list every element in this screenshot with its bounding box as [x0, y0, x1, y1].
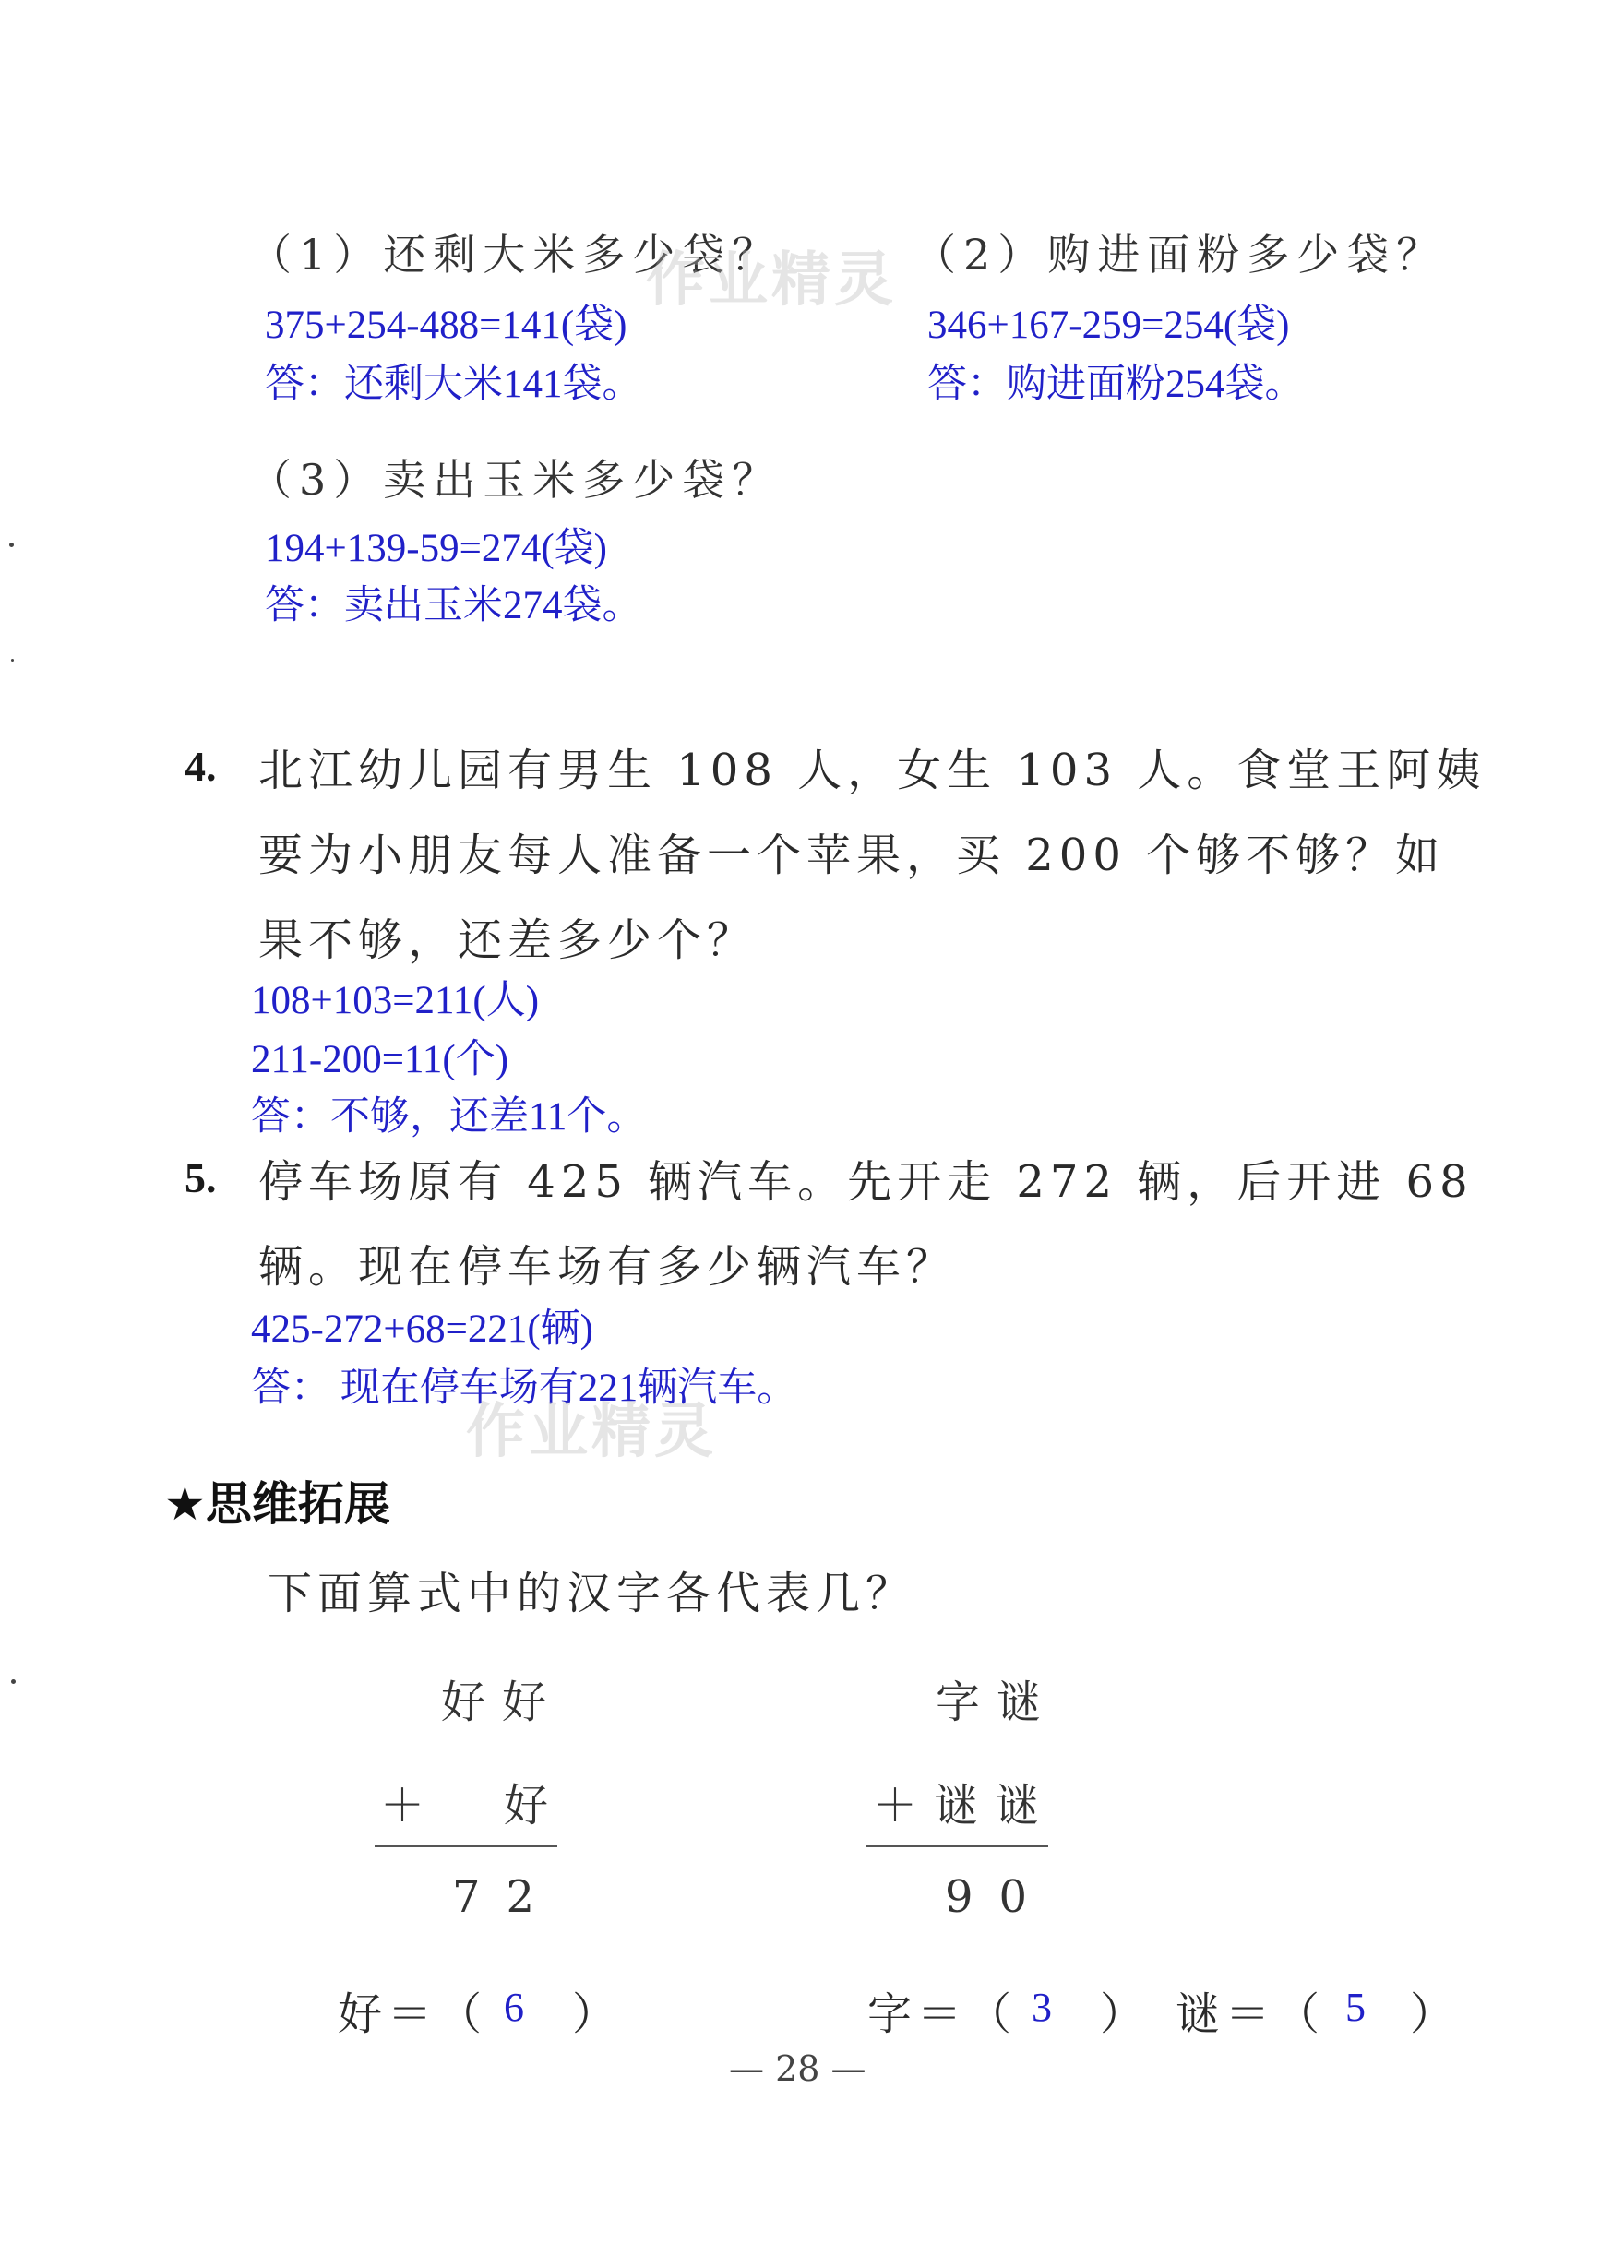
- problem-4-number: 4.: [185, 743, 217, 790]
- sub-question-2: （2）购进面粉多少袋？: [914, 230, 1447, 280]
- watermark: 作业精灵: [466, 1398, 717, 1466]
- problem-4-line-2: 要为小朋友每人准备一个苹果，买 200 个够不够？如: [258, 830, 1446, 881]
- scan-dot: [9, 543, 14, 547]
- problem-5-answer: 答： 现在停车场有221辆汽车。: [251, 1367, 797, 1410]
- sub-question-3-answer: 答：卖出玉米274袋。: [265, 584, 642, 627]
- page-number: — 28 —: [729, 2048, 866, 2089]
- sub-question-2-formula: 346+167-259=254(袋): [927, 304, 1290, 347]
- puzzle-1-addend: 好: [504, 1780, 566, 1832]
- sub-question-1-formula: 375+254-488=141(袋): [265, 304, 627, 347]
- puzzle-2-rule: [866, 1845, 1048, 1847]
- problem-4-work-1: 108+103=211(人): [251, 979, 540, 1022]
- sub-question-1: （1）还剩大米多少袋？: [249, 230, 782, 280]
- puzzle-2-value-1: 3: [1032, 1985, 1052, 2030]
- problem-5-line-1: 停车场原有 425 辆汽车。先开走 272 辆，后开进 68: [258, 1156, 1474, 1208]
- problem-5-work-1: 425-272+68=221(辆): [251, 1307, 593, 1351]
- problem-4-line-3: 果不够，还差多少个？: [258, 914, 758, 966]
- problem-5-line-2: 辆。现在停车场有多少辆汽车？: [258, 1241, 957, 1293]
- sub-question-2-answer: 答：购进面粉254袋。: [927, 363, 1305, 406]
- puzzle-1-value: 6: [504, 1985, 524, 2030]
- scan-dot: [11, 659, 14, 662]
- section-prompt: 下面算式中的汉字各代表几？: [268, 1568, 916, 1619]
- puzzle-2-addend: 谜谜: [934, 1780, 1057, 1832]
- problem-4-work-2: 211-200=11(个): [251, 1038, 509, 1081]
- puzzle-2-top: 字谜: [936, 1677, 1058, 1728]
- puzzle-2-result: 90: [945, 1871, 1054, 1923]
- puzzle-1-rule: [375, 1845, 557, 1847]
- puzzle-2-close-2: ）: [1410, 1988, 1461, 2040]
- puzzle-2-close-1: ）: [1100, 1988, 1151, 2040]
- puzzle-1-plus: ＋: [380, 1780, 442, 1832]
- puzzle-2-plus: ＋: [873, 1780, 935, 1832]
- problem-5-number: 5.: [185, 1154, 217, 1201]
- sub-question-1-answer: 答：还剩大米141袋。: [265, 363, 642, 406]
- puzzle-2-label-1: 字＝（: [867, 1988, 1018, 2040]
- sub-question-3: （3）卖出玉米多少袋？: [249, 455, 782, 505]
- scan-dot: [11, 1679, 16, 1684]
- puzzle-1-label: 好＝（: [338, 1988, 488, 2040]
- puzzle-2-value-2: 5: [1345, 1985, 1366, 2030]
- sub-question-3-formula: 194+139-59=274(袋): [265, 527, 607, 570]
- puzzle-1-result: 72: [452, 1871, 561, 1923]
- watermark: 作业精灵: [646, 246, 897, 315]
- problem-4-answer: 答：不够，还差11个。: [251, 1095, 647, 1139]
- puzzle-2-label-2: 谜＝（: [1176, 1988, 1326, 2040]
- section-title: ★思维拓展: [164, 1477, 390, 1531]
- problem-4-line-1: 北江幼儿园有男生 108 人，女生 103 人。食堂王阿姨: [258, 745, 1487, 796]
- puzzle-1-close: ）: [572, 1988, 623, 2040]
- puzzle-1-top: 好好: [441, 1677, 564, 1728]
